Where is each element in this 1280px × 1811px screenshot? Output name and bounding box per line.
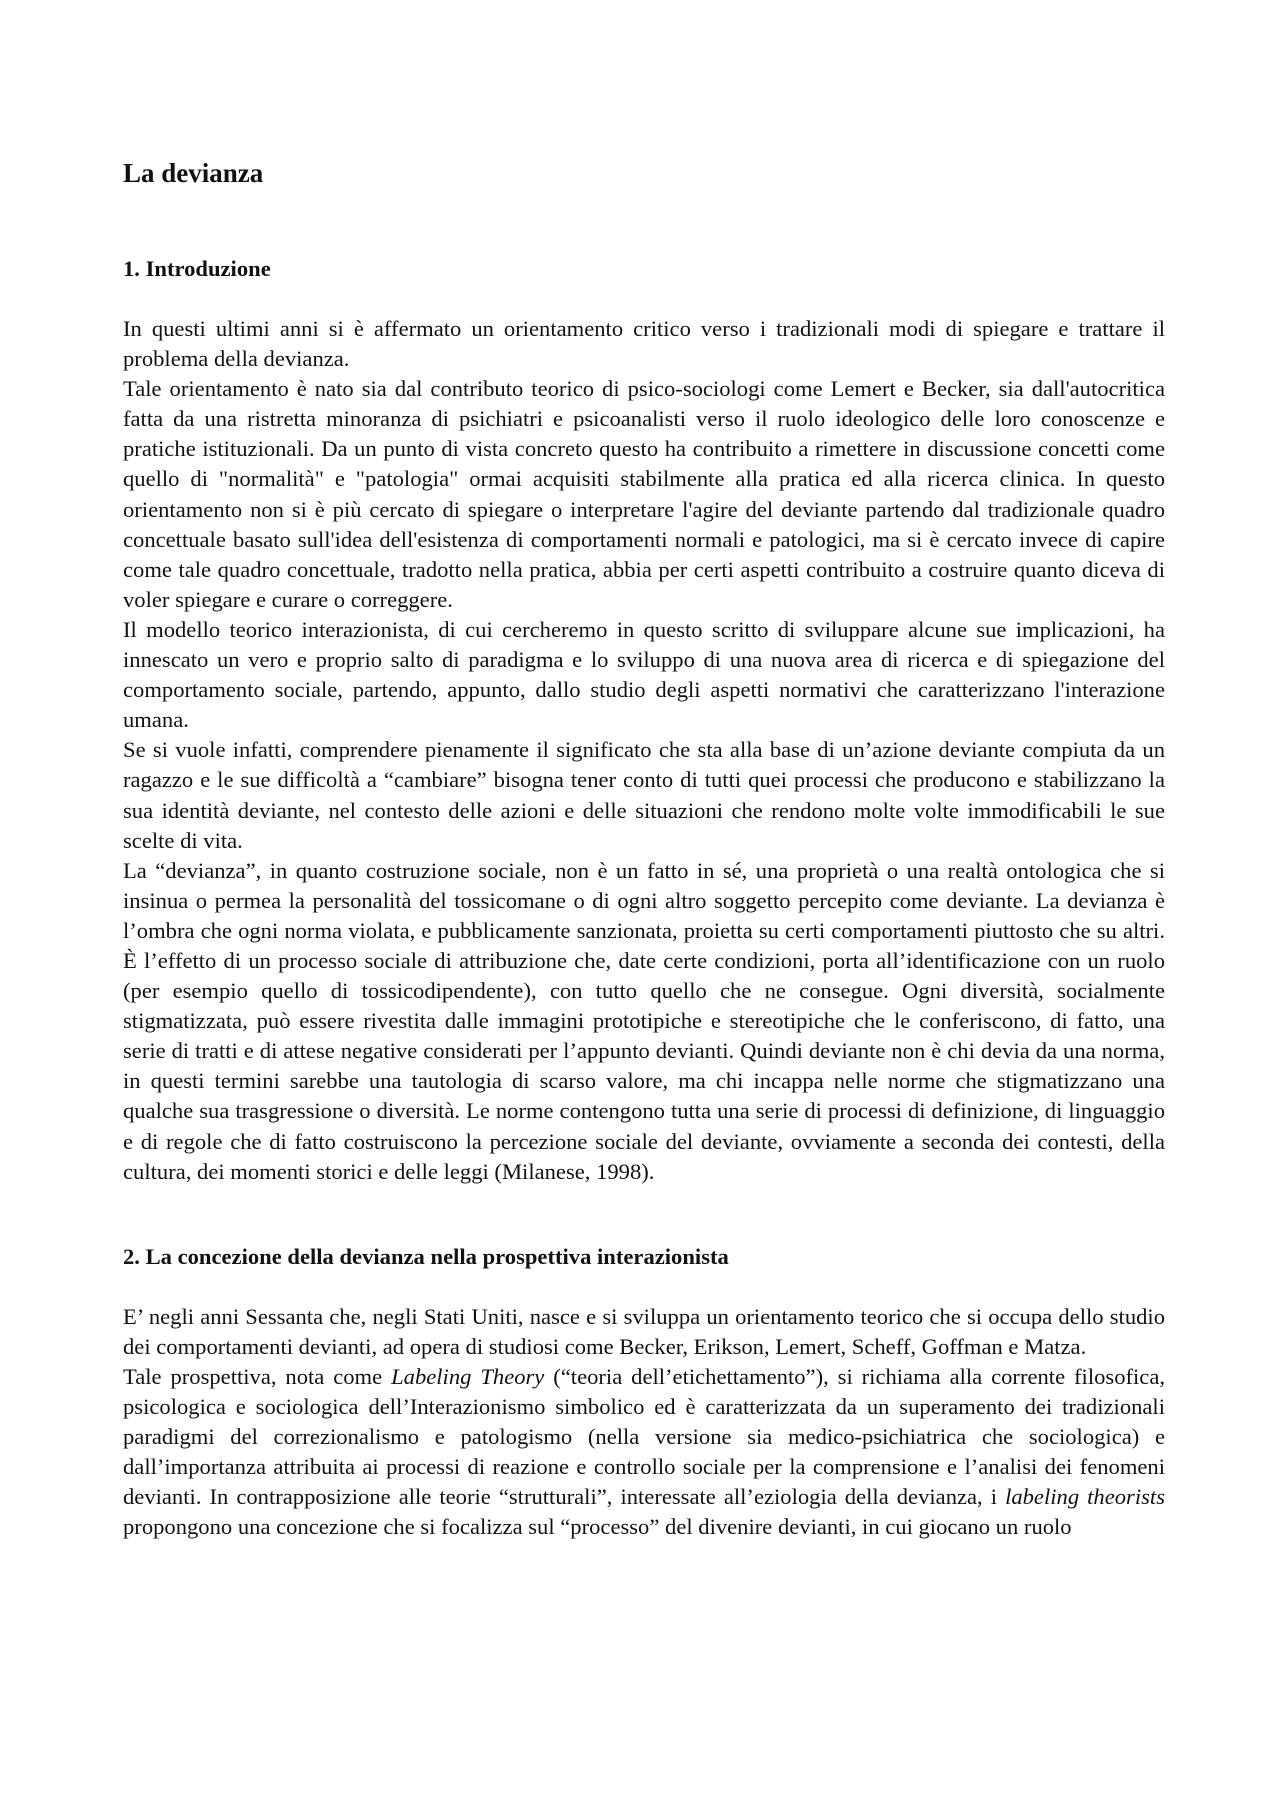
- document-title: La devianza: [123, 158, 264, 188]
- paragraph: E’ negli anni Sessanta che, negli Stati Uniti, nasce e si sviluppa un orientamento teorico che si occupa dello studio dei comportamenti devianti, ad opera di studiosi come Becker, Erikson, Lemert, Scheff, Goffman e Matza.: [123, 1303, 1165, 1359]
- section-body-interazionista: [123, 1302, 1165, 1543]
- document-page: [123, 150, 1165, 1542]
- text-run: Tale prospettiva, nota come: [123, 1363, 392, 1389]
- paragraph: Se si vuole infatti, comprendere pienamente il significato che sta alla base di un’azione deviante compiuta da un ragazzo e le sue difficoltà a “cambiare” bisogna tener conto di tutti quei processi che producono e stabilizzano la sua identità deviante, nel contesto delle azioni e delle situazioni che rendono molte volte immodificabili le sue scelte di vita.: [123, 737, 1165, 853]
- paragraph: Il modello teorico interazionista, di cui cercheremo in questo scritto di sviluppare alcune sue implicazioni, ha innescato un vero e proprio salto di paradigma e lo sviluppo di una nuova area di ricerca e di spiegazione del comportamento sociale, partendo, appunto, dallo studio degli aspetti normativi che caratterizzano l'interazione umana.: [123, 616, 1165, 733]
- section-heading-interazionista: 2. La concezione della devianza nella prospettiva interazionista: [123, 1243, 729, 1269]
- paragraph: In questi ultimi anni si è affermato un orientamento critico verso i tradizionali modi di spiegare e trattare il problema della devianza.: [123, 316, 1165, 372]
- italic-term-labeling-theory: Labeling Theory: [391, 1363, 545, 1389]
- text-run: propongono una concezione che si focalizza sul “processo” del divenire devianti, in cui giocano un ruolo: [123, 1514, 1072, 1540]
- text-run: (“teoria dell’etichettamento”), si richiama alla corrente filosofica, psicologica e sociologica dell’Interazionismo simbolico ed è caratterizzata da un superamento dei tradizionali paradigmi del correzionalismo e patologismo (nella versione sia medico-psichiatrica che sociologica) e dall’importanza attribuita ai processi di reazione e controllo sociale per la comprensione e l’analisi dei fenomeni devianti. In contrapposizione alle teorie “strutturali”, interessate all’eziologia della devianza, i: [123, 1363, 1165, 1510]
- section-body-introduzione: [123, 314, 1165, 1187]
- paragraph: La “devianza”, in quanto costruzione sociale, non è un fatto in sé, una proprietà o una realtà ontologica che si insinua o permea la personalità del tossicomane o di ogni altro soggetto percepito come deviante. La devianza è l’ombra che ogni norma violata, e pubblicamente sanzionata, proietta su certi comportamenti piuttosto che su altri. È l’effetto di un processo sociale di attribuzione che, date certe condizioni, porta all’identificazione con un ruolo (per esempio quello di tossicodipendente), con tutto quello che ne consegue. Ogni diversità, socialmente stigmatizzata, può essere rivestita dalle immagini prototipiche e stereotipiche che le conferiscono, di fatto, una serie di tratti e di attese negative considerati per l’appunto devianti. Quindi deviante non è chi devia da una norma, in questi termini sarebbe una tautologia di scarso valore, ma chi incappa nelle norme che stigmatizzano una qualche sua trasgressione o diversità. Le norme contengono tutta una serie di processi di definizione, di linguaggio e di regole che di fatto costruiscono la percezione sociale del deviante, ovviamente a seconda dei contesti, della cultura, dei momenti storici e delle leggi (Milanese, 1998).: [123, 857, 1165, 1184]
- paragraph: [123, 1362, 1165, 1543]
- italic-term-labeling-theorists: labeling theorists: [1005, 1484, 1165, 1510]
- paragraph: Tale orientamento è nato sia dal contributo teorico di psico-sociologi come Lemert e Becker, sia dall'autocritica fatta da una ristretta minoranza di psichiatri e psicoanalisti verso il ruolo ideologico delle loro conoscenze e pratiche istituzionali. Da un punto di vista concreto questo ha contribuito a rimettere in discussione concetti come quello di "normalità" e "patologia" ormai acquisiti stabilmente alla pratica ed alla ricerca clinica. In questo orientamento non si è più cercato di spiegare o interpretare l'agire del deviante partendo dal tradizionale quadro concettuale basato sull'idea dell'esistenza di comportamenti normali e patologici, ma si è cercato invece di capire come tale quadro concettuale, tradotto nella pratica, abbia per certi aspetti contribuito a costruire quanto diceva di voler spiegare e curare o correggere.: [123, 376, 1165, 612]
- section-heading-introduzione: 1. Introduzione: [123, 256, 271, 281]
